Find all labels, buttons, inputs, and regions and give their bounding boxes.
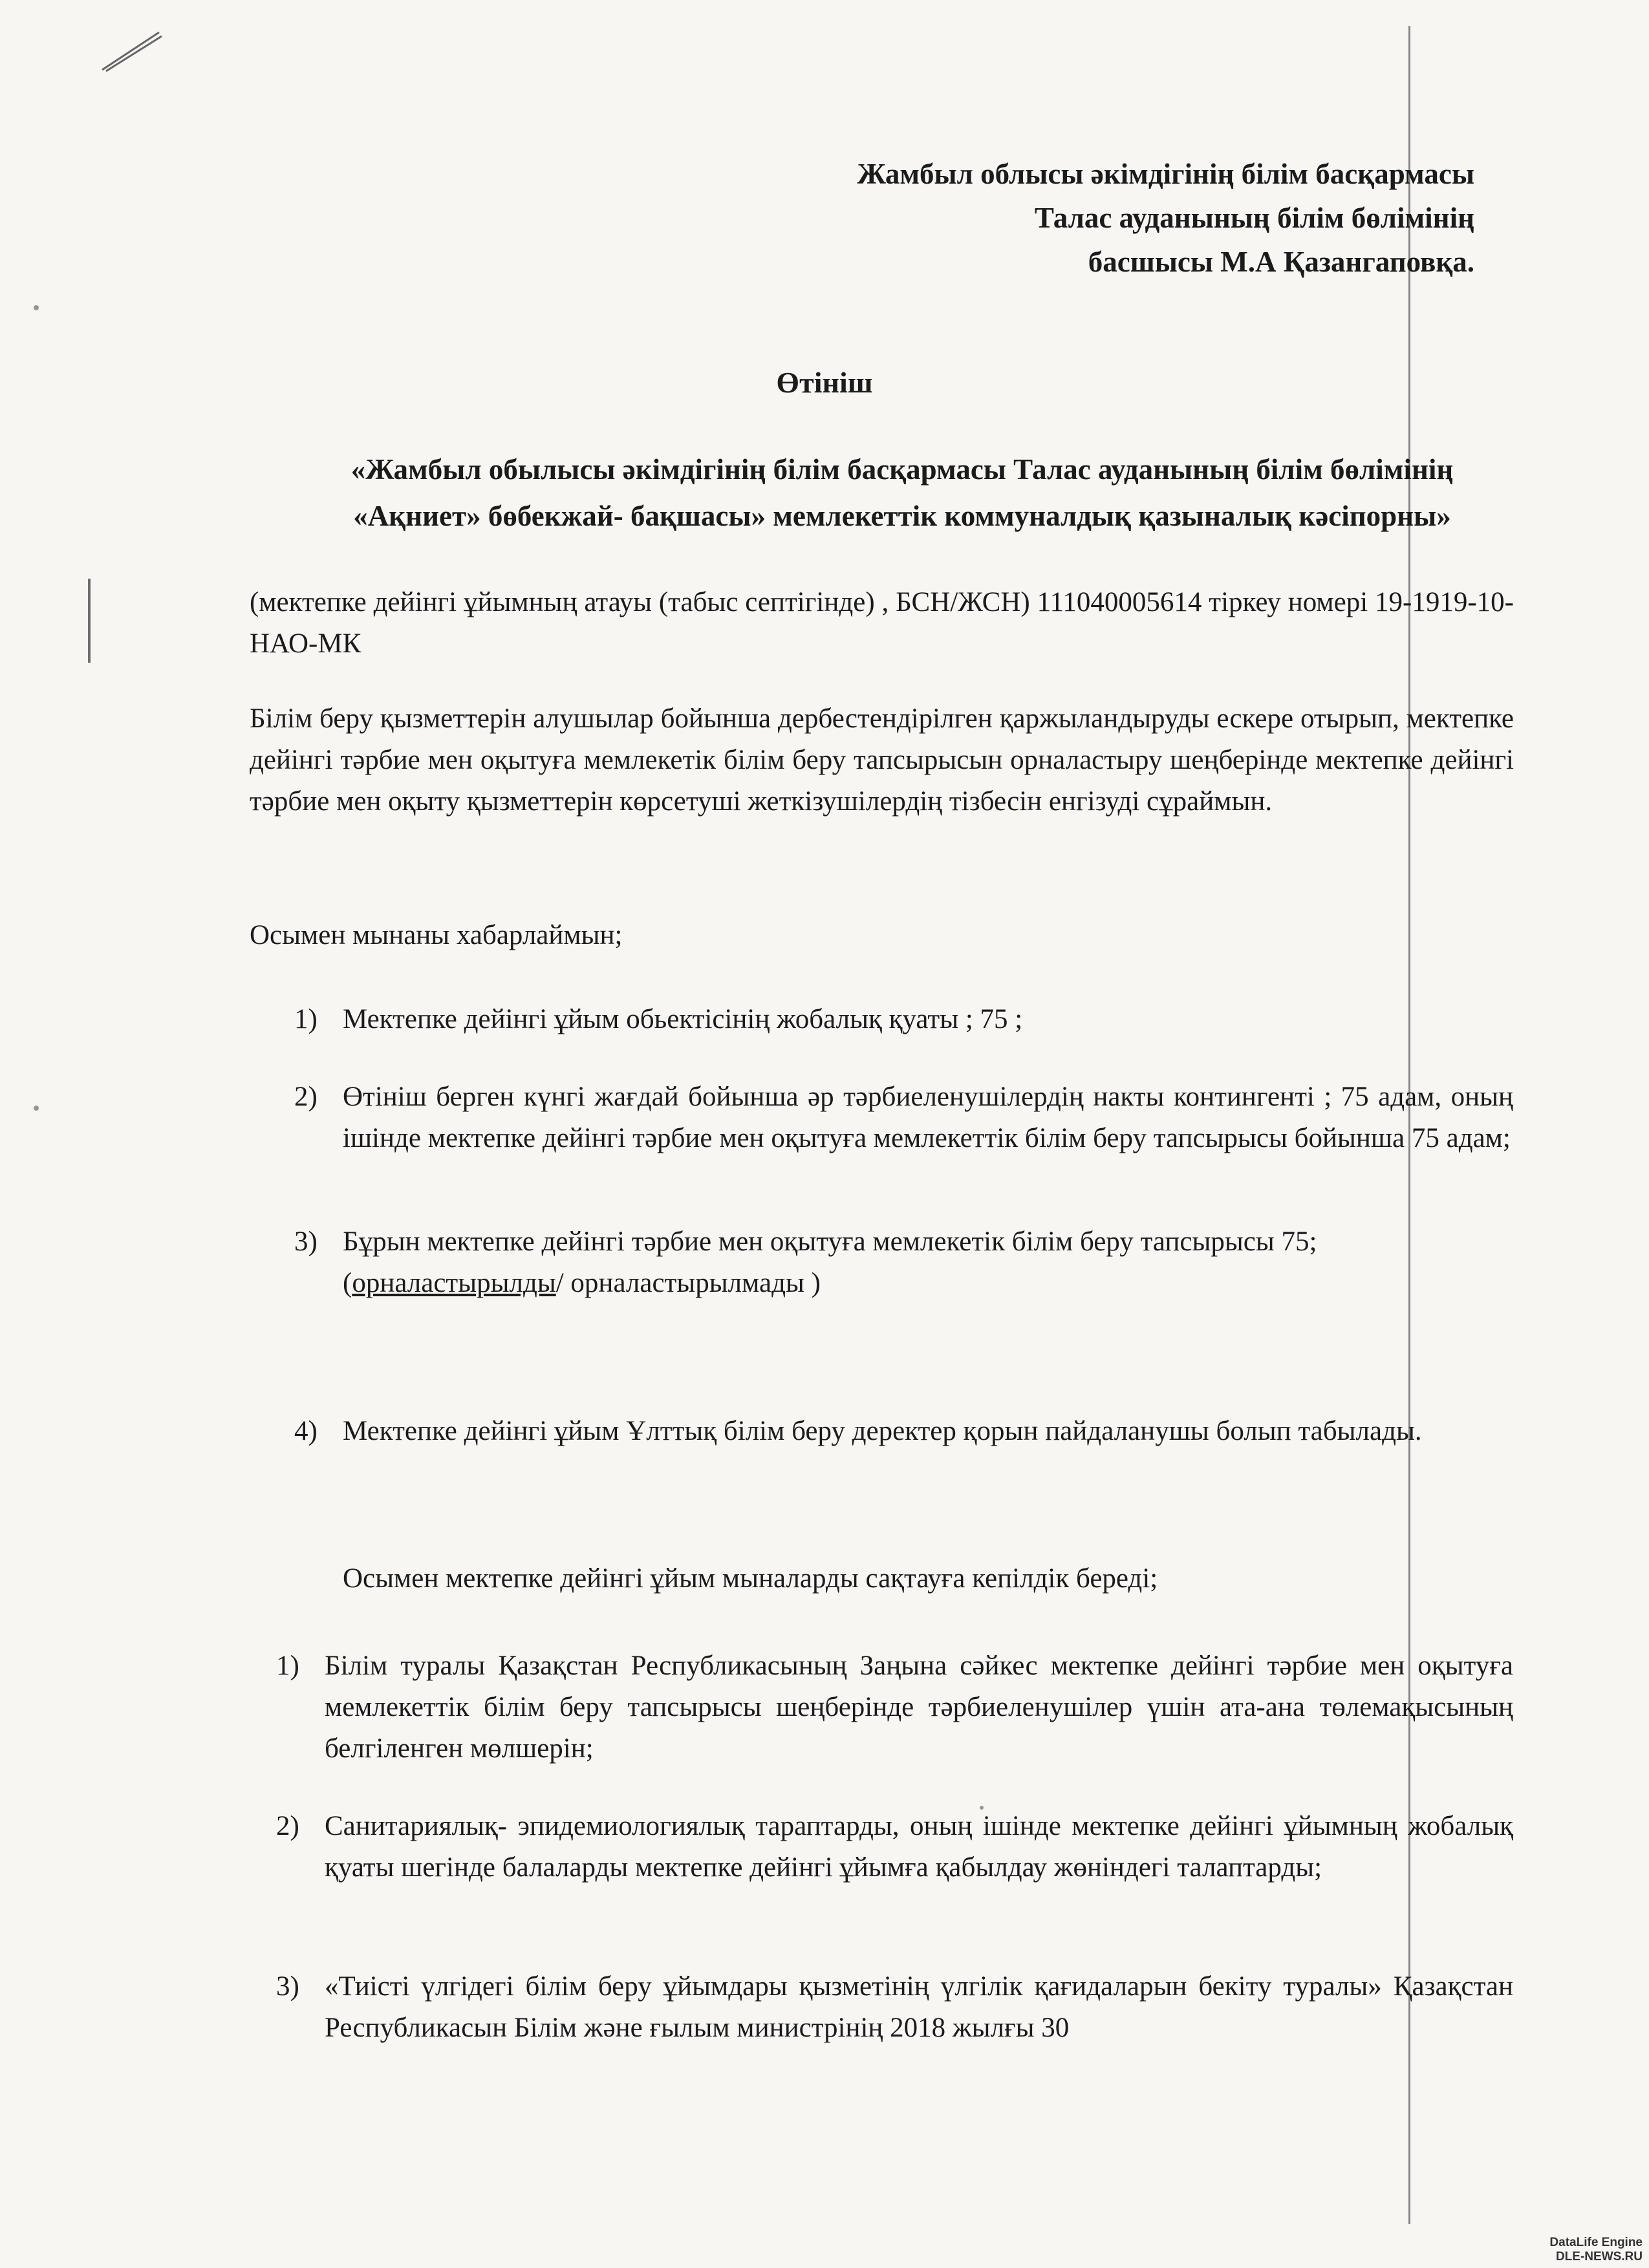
watermark-line: DataLife Engine	[1549, 2236, 1643, 2249]
guarantee-label: Осымен мектепке дейінгі ұйым мыналарды сақтауға кепілдік береді;	[343, 1563, 1158, 1594]
list-item	[276, 1806, 1513, 1888]
organization-name-line: «Жамбыл обылысы әкімдігінің білім басқармасы Талас ауданының білім бөлімінің	[350, 453, 1454, 486]
addressee-block	[857, 152, 1475, 284]
list-item-text: Бұрын мектепке дейінгі тәрбие мен оқытуға мемлекетік білім беру тапсырысы 75;	[343, 1226, 1317, 1257]
list-item	[294, 999, 1513, 1040]
registration-details: (мектепке дейінгі ұйымның атауы (табыс септігінде) , БСН/ЖСН) 111040005614 тіркеу номері 19-1919-10-НАО-МК	[250, 587, 1514, 659]
guarantee-list	[276, 1645, 1513, 2049]
list-item-text: Өтініш берген күнгі жағдай бойынша әр тәрбиеленушілердің накты контингенті ; 75 адам, оның ішінде мектепке дейінгі тәрбие мен оқытуға мемлекеттік білім беру тапсырысы бойынша 75 адам;	[343, 1082, 1513, 1153]
document-title: Өтініш	[776, 366, 873, 399]
inform-label: Осымен мынаны хабарлаймын;	[250, 920, 623, 950]
list-item-text: Мектепке дейінгі ұйым обьектісінің жобалық қуаты ; 75 ;	[343, 1004, 1023, 1034]
list-item	[294, 1411, 1513, 1452]
list-item	[276, 1645, 1513, 1770]
list-item-text: Санитариялық- эпидемиологиялық тараптарды, оның ішінде мектепке дейінгі ұйымның жобалық қуаты шегінде балаларды мектепке дейінгі ұйымға қабылдау жөніндегі талаптарды;	[325, 1811, 1513, 1883]
watermark-stamp	[1549, 2236, 1643, 2264]
list-item-text: Мектепке дейінгі ұйым Ұлттық білім беру деректер қорын пайдаланушы болып табылады.	[343, 1416, 1422, 1446]
option-open: (	[343, 1268, 352, 1298]
watermark-line: DLE-NEWS.RU	[1555, 2250, 1643, 2263]
paperclip-mark-icon	[97, 26, 168, 74]
list-item-text: «Тиісті үлгідегі білім беру ұйымдары қызметінің үлгілік қағидаларын бекіту туралы» Қазақстан Республикасын Білім және ғылым министрінің 2018 жылғы 30	[325, 1971, 1513, 2043]
list-item-text: Білім туралы Қазақстан Республикасының Заңына сәйкес мектепке дейінгі тәрбие мен оқытуға мемлекеттік білім беру тапсырысы шеңберінде тәрбиеленушілер үшін ата-ана төлемақысының белгіленген мөлшерін;	[325, 1651, 1513, 1764]
option-rest: / орналастырылмады )	[555, 1268, 821, 1298]
list-number: 2)	[276, 1811, 299, 1841]
organization-name	[272, 446, 1533, 539]
list-item	[294, 1221, 1513, 1304]
list-item	[276, 1966, 1513, 2049]
scan-speck	[34, 1106, 39, 1111]
list-number: 2)	[294, 1082, 318, 1112]
list-number: 4)	[294, 1416, 318, 1446]
list-number: 1)	[276, 1651, 299, 1681]
list-number: 1)	[294, 1004, 318, 1034]
addressee-line: Талас ауданының білім бөлімінің	[1034, 202, 1474, 234]
option-selected: орналастырылды	[352, 1268, 556, 1298]
list-number: 3)	[294, 1226, 318, 1257]
list-number: 3)	[276, 1971, 299, 2002]
addressee-line: басшысы М.А Қазангаповқа.	[1088, 246, 1474, 278]
addressee-line: Жамбыл облысы әкімдігінің білім басқармасы	[857, 158, 1474, 190]
scan-margin-mark	[88, 579, 91, 663]
scan-speck	[34, 305, 39, 310]
request-paragraph: Білім беру қызметтерін алушылар бойынша дербестендірілген қаржыландыруды ескере отырып, мектепке дейінгі тәрбие мен оқытуға мемлекетік білім беру тапсырысын орналастыру шеңберінде мектепке дейінгі тәрбие мен оқыту қызметтерін көрсетуші жеткізушілердің тізбесін енгізуді сұраймын.	[250, 703, 1514, 817]
inform-list	[294, 999, 1513, 1452]
list-item	[294, 1076, 1513, 1159]
organization-name-line: «Ақниет» бөбекжай- бақшасы» мемлекеттік коммуналдық қазыналық кәсіпорны»	[353, 500, 1451, 532]
